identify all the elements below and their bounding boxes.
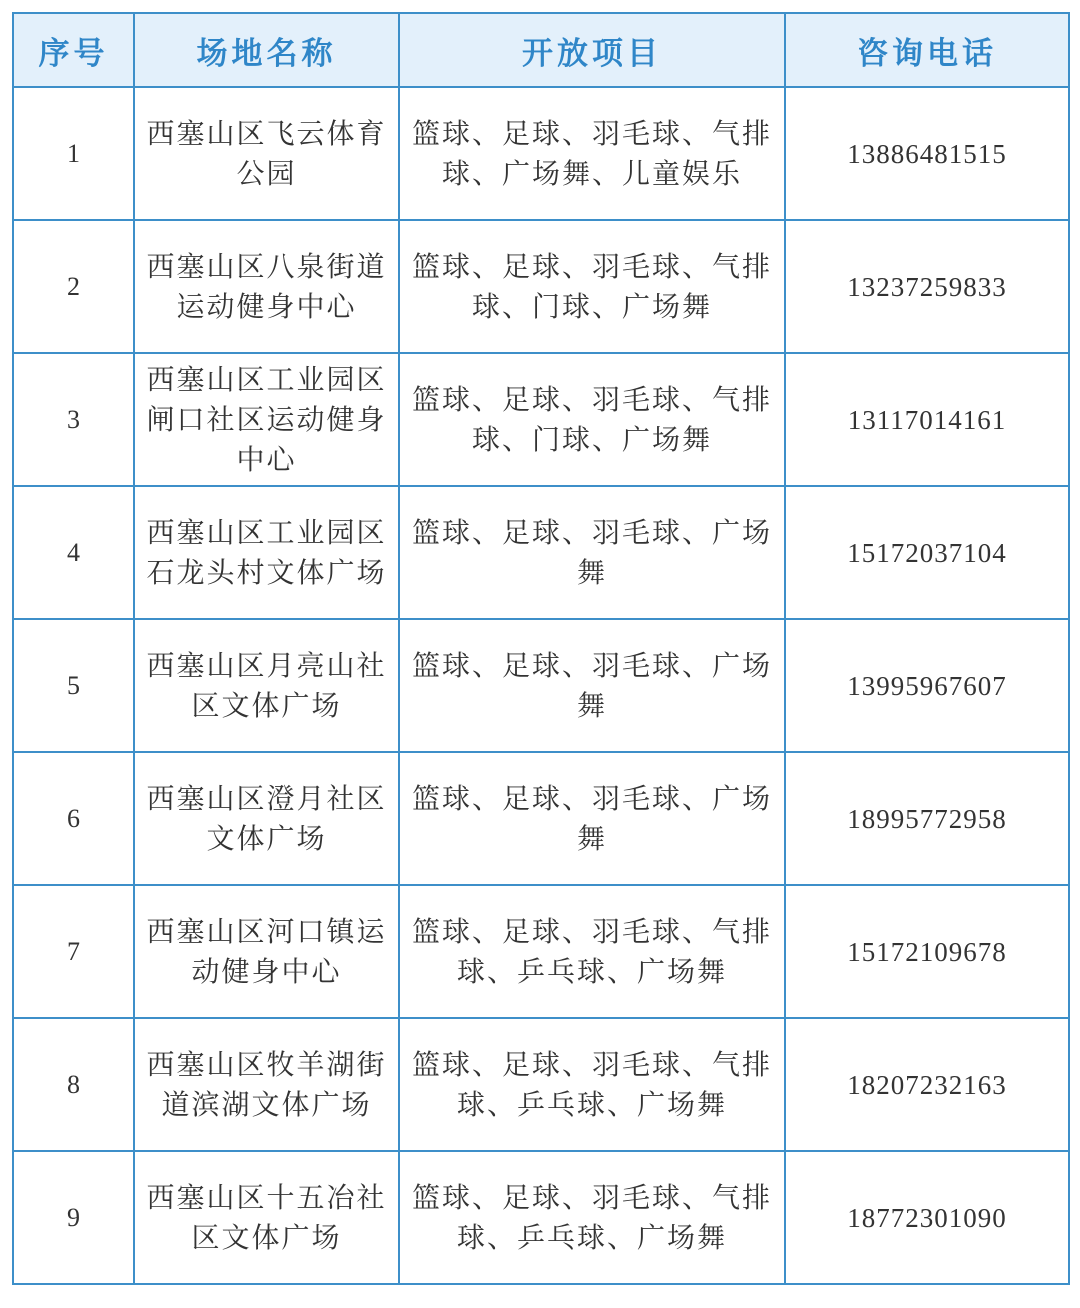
table-row: [13, 885, 1069, 1018]
row-venue: 西塞山区工业园区闸口社区运动健身中心: [134, 353, 399, 486]
row-index: 5: [13, 619, 134, 752]
venue-table-container: [12, 12, 1068, 1285]
row-phone: 15172109678: [785, 885, 1069, 1018]
row-phone: 13237259833: [785, 220, 1069, 353]
row-index: 8: [13, 1018, 134, 1151]
row-items: 篮球、足球、羽毛球、气排球、乒乓球、广场舞: [399, 1018, 785, 1151]
row-items: 篮球、足球、羽毛球、气排球、广场舞、儿童娱乐: [399, 87, 785, 220]
table-row: [13, 486, 1069, 619]
row-index: 1: [13, 87, 134, 220]
table-row: [13, 619, 1069, 752]
header-items: 开放项目: [399, 13, 785, 87]
row-items: 篮球、足球、羽毛球、气排球、门球、广场舞: [399, 220, 785, 353]
row-phone: 15172037104: [785, 486, 1069, 619]
table-row: [13, 353, 1069, 486]
header-venue: 场地名称: [134, 13, 399, 87]
row-venue: 西塞山区飞云体育公园: [134, 87, 399, 220]
row-index: 3: [13, 353, 134, 486]
row-venue: 西塞山区八泉街道运动健身中心: [134, 220, 399, 353]
table-body: [13, 87, 1069, 1284]
row-phone: 18207232163: [785, 1018, 1069, 1151]
row-venue: 西塞山区河口镇运动健身中心: [134, 885, 399, 1018]
table-header: [13, 13, 1069, 87]
row-phone: 18772301090: [785, 1151, 1069, 1284]
table-row: [13, 752, 1069, 885]
row-items: 篮球、足球、羽毛球、气排球、门球、广场舞: [399, 353, 785, 486]
row-venue: 西塞山区牧羊湖街道滨湖文体广场: [134, 1018, 399, 1151]
header-index: 序号: [13, 13, 134, 87]
row-items: 篮球、足球、羽毛球、广场舞: [399, 486, 785, 619]
row-phone: 18995772958: [785, 752, 1069, 885]
row-items: 篮球、足球、羽毛球、广场舞: [399, 619, 785, 752]
table-row: [13, 220, 1069, 353]
row-items: 篮球、足球、羽毛球、气排球、乒乓球、广场舞: [399, 1151, 785, 1284]
row-venue: 西塞山区澄月社区文体广场: [134, 752, 399, 885]
row-phone: 13117014161: [785, 353, 1069, 486]
row-index: 7: [13, 885, 134, 1018]
row-phone: 13995967607: [785, 619, 1069, 752]
row-items: 篮球、足球、羽毛球、气排球、乒乓球、广场舞: [399, 885, 785, 1018]
row-index: 9: [13, 1151, 134, 1284]
venue-table: [12, 12, 1070, 1285]
row-index: 2: [13, 220, 134, 353]
header-row: [13, 13, 1069, 87]
row-index: 6: [13, 752, 134, 885]
row-phone: 13886481515: [785, 87, 1069, 220]
row-venue: 西塞山区工业园区石龙头村文体广场: [134, 486, 399, 619]
row-venue: 西塞山区月亮山社区文体广场: [134, 619, 399, 752]
row-index: 4: [13, 486, 134, 619]
table-row: [13, 87, 1069, 220]
row-items: 篮球、足球、羽毛球、广场舞: [399, 752, 785, 885]
table-row: [13, 1018, 1069, 1151]
header-phone: 咨询电话: [785, 13, 1069, 87]
table-row: [13, 1151, 1069, 1284]
row-venue: 西塞山区十五冶社区文体广场: [134, 1151, 399, 1284]
